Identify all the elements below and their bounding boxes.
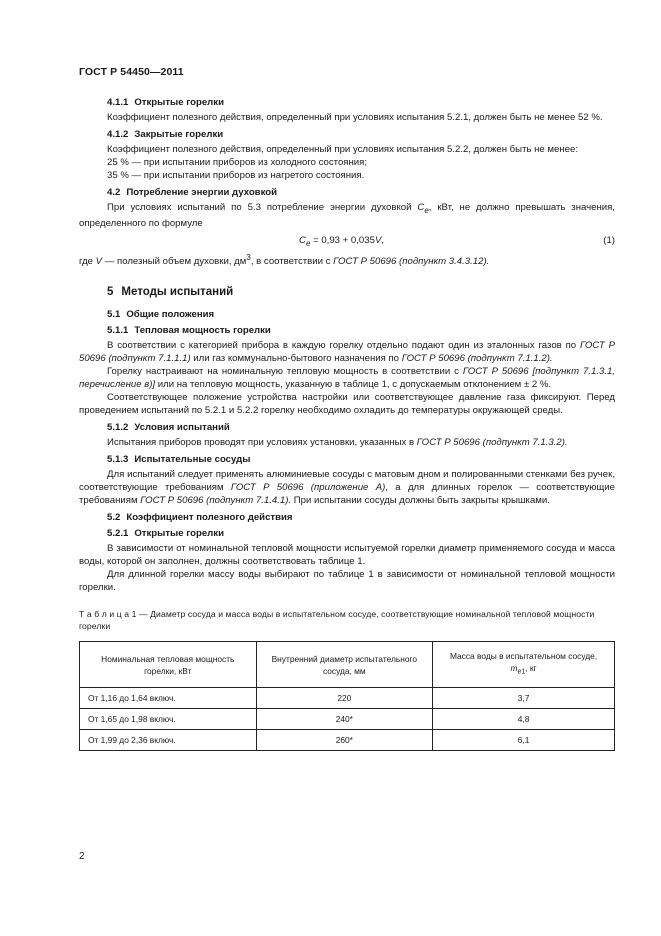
heading-5-1: 5.1 Общие положения: [107, 309, 215, 321]
heading-5-1-1: 5.1.1 Тепловая мощность горелки: [107, 325, 271, 337]
table-header-row: [80, 642, 615, 688]
table-cell: От 1,99 до 2,36 включ.: [80, 730, 257, 751]
paragraph-4-2: При условиях испытаний по 5.3 потребление энергии духовкой $C_e$, кВт, не должно превышать значения, определенного по формуле: [79, 202, 615, 229]
heading-4-2: 4.2 Потребление энергии духовкой: [107, 187, 278, 198]
heading-5-2: 5.2 Коэффициент полезного действия: [107, 512, 293, 524]
paragraph-5-1-1-b: Горелку настраивают на номинальную тепловую мощность в соответствии с ГОСТ Р 50696 [подпункт 7.1.3.1, перечисление в)] или на тепловую мощность, указанную в таблице 1, с допускаемым отклонением ± 2 %.: [79, 366, 615, 391]
table-cell: 6,1: [433, 730, 615, 751]
table-cell: 220: [256, 688, 433, 709]
heading-4-1-1: 4.1.1 Открытые горелки: [107, 97, 224, 108]
table-cell: От 1,65 до 1,98 включ.: [80, 709, 257, 730]
formula-number: (1): [603, 234, 615, 246]
table-1: [79, 641, 615, 751]
table-row: [80, 709, 615, 730]
paragraph-4-1-2: Коэффициент полезного действия, определенный при условиях испытания 5.2.2, должен быть не менее:: [107, 144, 578, 155]
heading-5-1-3: 5.1.3 Испытательные сосуды: [107, 454, 251, 466]
table-row: [80, 730, 615, 751]
table-row: [80, 688, 615, 709]
formula-explanation: где V — полезный объем духовки, $дм^3$, в соответствии с ГОСТ Р 50696 (подпункт 3.4.3.12).: [79, 252, 490, 268]
heading-5-1-2: 5.1.2 Условия испытаний: [107, 422, 230, 434]
page-number: 2: [79, 851, 85, 862]
table-cell: 3,7: [433, 688, 615, 709]
paragraph-5-1-2: Испытания приборов проводят при условиях установки, указанных в ГОСТ Р 50696 (подпункт 7.1.3.2).: [107, 437, 568, 449]
table-cell: 240*: [256, 709, 433, 730]
paragraph-5-1-3: Для испытаний следует применять алюминиевые сосуды с матовым дном и полированными стенками без ручек, соответствующие требованиям ГОСТ Р 50696 (приложение А), а для длинных горелок — соответствующие требованиям ГОСТ Р 50696 (подпункт 7.1.4.1). При испытании сосуды должны быть закрыты крышками.: [79, 469, 615, 507]
list-item-cold: 25 % — при испытании приборов из холодного состояния;: [107, 157, 368, 168]
table-header-power: Номинальная тепловая мощность горелки, кВт: [80, 642, 257, 688]
paragraph-5-1-1-c: Соответствующее положение устройства настройки или соответствующее давление газа фиксируют. Перед проведением испытаний по 5.2.1 и 5.2.2 горелку необходимо охладить до температуры окружающей среды.: [79, 392, 615, 417]
paragraph-5-1-1-a: В соответствии с категорией прибора в каждую горелку отдельно подают один из эталонных газов по ГОСТ Р 50696 (подпункт 7.1.1.1) или газ коммунально-бытового назначения по ГОСТ Р 50696 (подпункт 7.1.1.2).: [79, 340, 615, 365]
list-item-hot: 35 % — при испытании приборов из нагретого состояния.: [107, 170, 365, 181]
table-cell: 260*: [256, 730, 433, 751]
heading-5-2-1: 5.2.1 Открытые горелки: [107, 528, 224, 540]
paragraph-4-1-1: Коэффициент полезного действия, определенный при условиях испытания 5.2.1, должен быть не менее 52 %.: [107, 112, 603, 123]
table-cell: От 1,16 до 1,64 включ.: [80, 688, 257, 709]
document-body: [79, 96, 615, 751]
table-cell: 4,8: [433, 709, 615, 730]
heading-4-1-2: 4.1.2 Закрытые горелки: [107, 129, 224, 140]
document-header: ГОСТ Р 54450—2011: [79, 66, 184, 78]
paragraph-5-2-1-a: В зависимости от номинальной тепловой мощности испытуемой горелки диаметр применяемого сосуда и масса воды, которой он заполнен, должны соответствовать таблице 1.: [79, 543, 615, 568]
table-header-diameter: Внутренний диаметр испытательного сосуда, мм: [256, 642, 433, 688]
table-header-mass: Масса воды в испытательном сосуде, $m_{e1}$, кг: [433, 642, 615, 688]
formula-1: $C_e = 0,93 + 0,035V$, (1): [299, 234, 615, 248]
table-caption: Т а б л и ц а 1 — Диаметр сосуда и масса воды в испытательном сосуде, соответствующие номинальной тепловой мощности горелки: [79, 609, 595, 632]
paragraph-5-2-1-b: Для длинной горелки массу воды выбирают по таблице 1 в зависимости от номинальной тепловой мощности горелки.: [79, 569, 615, 594]
section-heading-5: 5 Методы испытаний: [107, 286, 234, 299]
